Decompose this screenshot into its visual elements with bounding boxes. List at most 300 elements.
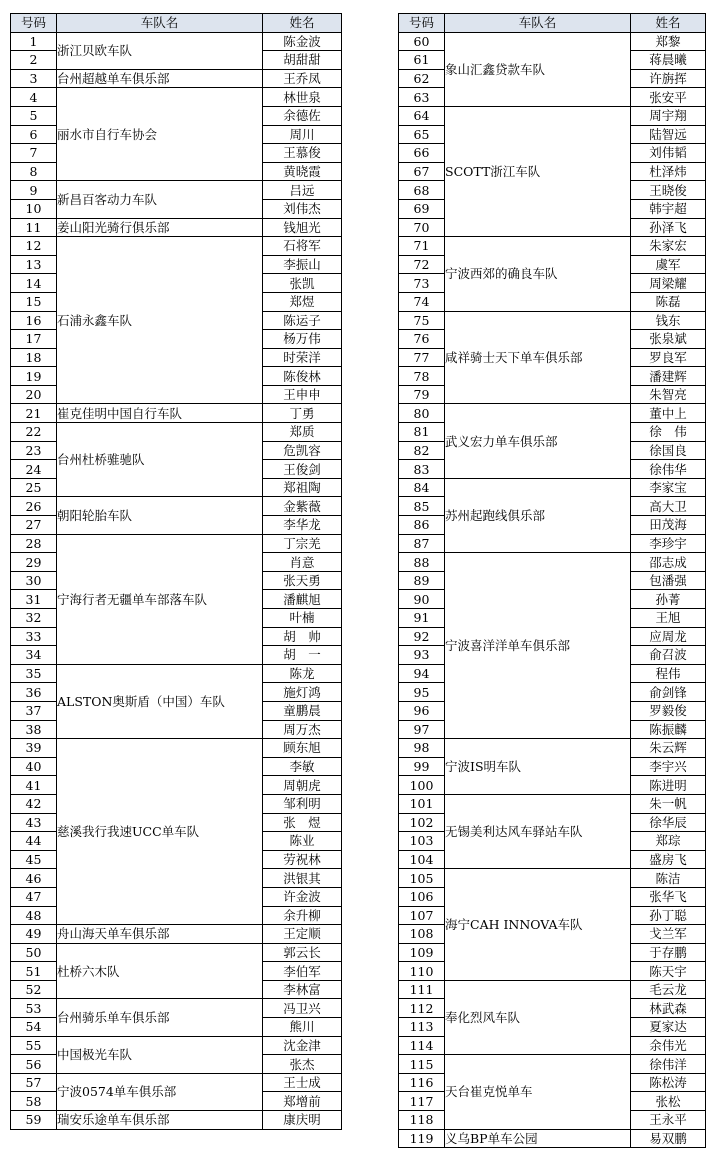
team-name: 台州超越单车俱乐部 bbox=[57, 69, 263, 88]
rider-name: 郑琮 bbox=[631, 832, 706, 851]
rider-number: 74 bbox=[399, 292, 445, 311]
rider-number: 56 bbox=[11, 1055, 57, 1074]
team-name: 中国极光车队 bbox=[57, 1036, 263, 1073]
rider-name: 董中上 bbox=[631, 404, 706, 423]
rider-number: 69 bbox=[399, 199, 445, 218]
rider-name: 许旃挥 bbox=[631, 69, 706, 88]
rider-number: 45 bbox=[11, 850, 57, 869]
rider-name: 张 煜 bbox=[263, 813, 342, 832]
rider-name: 顾东旭 bbox=[263, 739, 342, 758]
rider-name: 胡 一 bbox=[263, 646, 342, 665]
header-team: 车队名 bbox=[57, 14, 263, 33]
rider-number: 12 bbox=[11, 237, 57, 256]
rider-name: 虞军 bbox=[631, 255, 706, 274]
rider-name: 徐伟洋 bbox=[631, 1055, 706, 1074]
rider-number: 82 bbox=[399, 441, 445, 460]
rider-name: 陈洁 bbox=[631, 869, 706, 888]
rider-number: 8 bbox=[11, 162, 57, 181]
rider-row bbox=[399, 869, 706, 888]
rider-name: 金紫薇 bbox=[263, 497, 342, 516]
rider-row bbox=[11, 1036, 342, 1055]
rider-name: 王旭 bbox=[631, 609, 706, 628]
rider-name: 于存鹏 bbox=[631, 943, 706, 962]
rider-number: 3 bbox=[11, 69, 57, 88]
rider-number: 24 bbox=[11, 460, 57, 479]
rider-number: 114 bbox=[399, 1036, 445, 1055]
team-name: 瑞安乐途单车俱乐部 bbox=[57, 1111, 263, 1130]
rider-number: 26 bbox=[11, 497, 57, 516]
team-name: 苏州起跑线俱乐部 bbox=[445, 478, 631, 552]
team-name: 宁波喜洋洋单车俱乐部 bbox=[445, 553, 631, 739]
rider-row bbox=[11, 404, 342, 423]
team-name: 宁波IS明车队 bbox=[445, 739, 631, 795]
rider-number: 97 bbox=[399, 720, 445, 739]
rider-number: 5 bbox=[11, 106, 57, 125]
rider-name: 张天勇 bbox=[263, 571, 342, 590]
rider-name: 周川 bbox=[263, 125, 342, 144]
rider-name: 丁勇 bbox=[263, 404, 342, 423]
rider-name: 杜泽炜 bbox=[631, 162, 706, 181]
rider-name: 陈松涛 bbox=[631, 1073, 706, 1092]
rider-number: 95 bbox=[399, 683, 445, 702]
rider-name: 王定顺 bbox=[263, 925, 342, 944]
rider-number: 98 bbox=[399, 739, 445, 758]
team-name: 义乌BP单车公园 bbox=[445, 1129, 631, 1148]
rider-row bbox=[11, 943, 342, 962]
rider-number: 13 bbox=[11, 255, 57, 274]
rider-number: 11 bbox=[11, 218, 57, 237]
rider-number: 86 bbox=[399, 516, 445, 535]
rider-name: 许金波 bbox=[263, 887, 342, 906]
rider-row bbox=[399, 237, 706, 256]
rider-row bbox=[11, 497, 342, 516]
rider-number: 109 bbox=[399, 943, 445, 962]
rider-number: 64 bbox=[399, 106, 445, 125]
rider-name: 劳祝林 bbox=[263, 850, 342, 869]
rider-number: 100 bbox=[399, 776, 445, 795]
rider-name: 石将军 bbox=[263, 237, 342, 256]
rider-name: 陈业 bbox=[263, 832, 342, 851]
rider-row bbox=[399, 404, 706, 423]
rider-name: 李振山 bbox=[263, 255, 342, 274]
rider-row bbox=[399, 794, 706, 813]
rider-number: 51 bbox=[11, 962, 57, 981]
rider-number: 107 bbox=[399, 906, 445, 925]
rider-number: 79 bbox=[399, 385, 445, 404]
rider-name: 罗良军 bbox=[631, 348, 706, 367]
rider-row bbox=[399, 311, 706, 330]
rider-name: 康庆明 bbox=[263, 1111, 342, 1130]
rider-number: 55 bbox=[11, 1036, 57, 1055]
team-name: 宁海行者无疆单车部落车队 bbox=[57, 534, 263, 664]
rider-number: 15 bbox=[11, 292, 57, 311]
header-number: 号码 bbox=[11, 14, 57, 33]
rider-name: 李林富 bbox=[263, 980, 342, 999]
rider-number: 2 bbox=[11, 51, 57, 70]
rider-name: 蒋晨曦 bbox=[631, 51, 706, 70]
rider-row bbox=[399, 32, 706, 51]
rider-number: 62 bbox=[399, 69, 445, 88]
rider-name: 刘伟杰 bbox=[263, 199, 342, 218]
right-roster-body bbox=[399, 32, 706, 1148]
header-number: 号码 bbox=[399, 14, 445, 33]
rider-number: 65 bbox=[399, 125, 445, 144]
rider-number: 108 bbox=[399, 925, 445, 944]
rider-number: 16 bbox=[11, 311, 57, 330]
rider-number: 84 bbox=[399, 478, 445, 497]
rider-name: 易双鹏 bbox=[631, 1129, 706, 1148]
rider-number: 19 bbox=[11, 367, 57, 386]
rider-name: 陈俊林 bbox=[263, 367, 342, 386]
rider-number: 99 bbox=[399, 757, 445, 776]
rider-number: 53 bbox=[11, 999, 57, 1018]
rider-name: 李华龙 bbox=[263, 516, 342, 535]
rider-number: 78 bbox=[399, 367, 445, 386]
rider-number: 61 bbox=[399, 51, 445, 70]
rider-name: 陈金波 bbox=[263, 32, 342, 51]
rider-number: 34 bbox=[11, 646, 57, 665]
rider-name: 陈磊 bbox=[631, 292, 706, 311]
rider-number: 48 bbox=[11, 906, 57, 925]
rider-row bbox=[11, 664, 342, 683]
rider-row bbox=[11, 1111, 342, 1130]
team-name: 朝阳轮胎车队 bbox=[57, 497, 263, 534]
header-row bbox=[399, 14, 706, 33]
rider-number: 38 bbox=[11, 720, 57, 739]
rider-number: 83 bbox=[399, 460, 445, 479]
rider-number: 113 bbox=[399, 1018, 445, 1037]
rider-number: 105 bbox=[399, 869, 445, 888]
rider-number: 85 bbox=[399, 497, 445, 516]
rider-name: 朱智亮 bbox=[631, 385, 706, 404]
rider-name: 夏家达 bbox=[631, 1018, 706, 1037]
rider-name: 郭云长 bbox=[263, 943, 342, 962]
rider-name: 张松 bbox=[631, 1092, 706, 1111]
rider-name: 徐伟华 bbox=[631, 460, 706, 479]
rider-name: 张华飞 bbox=[631, 887, 706, 906]
rider-number: 89 bbox=[399, 571, 445, 590]
rider-name: 李家宝 bbox=[631, 478, 706, 497]
rider-name: 王申申 bbox=[263, 385, 342, 404]
rider-name: 田茂海 bbox=[631, 516, 706, 535]
rider-number: 106 bbox=[399, 887, 445, 906]
team-name: 崔克佳明中国自行车队 bbox=[57, 404, 263, 423]
team-name: ALSTON奥斯盾（中国）车队 bbox=[57, 664, 263, 738]
rider-name: 韩宇超 bbox=[631, 199, 706, 218]
rider-number: 22 bbox=[11, 423, 57, 442]
rider-name: 周朝虎 bbox=[263, 776, 342, 795]
rider-number: 43 bbox=[11, 813, 57, 832]
team-name: 宁波0574单车俱乐部 bbox=[57, 1073, 263, 1110]
rider-number: 52 bbox=[11, 980, 57, 999]
rider-number: 30 bbox=[11, 571, 57, 590]
rider-name: 林武森 bbox=[631, 999, 706, 1018]
rider-name: 孙菁 bbox=[631, 590, 706, 609]
rider-name: 郑黎 bbox=[631, 32, 706, 51]
rider-name: 郑煜 bbox=[263, 292, 342, 311]
rider-number: 68 bbox=[399, 181, 445, 200]
rider-name: 包潘强 bbox=[631, 571, 706, 590]
rider-row bbox=[11, 423, 342, 442]
rider-name: 钱旭光 bbox=[263, 218, 342, 237]
header-name: 姓名 bbox=[263, 14, 342, 33]
rider-number: 92 bbox=[399, 627, 445, 646]
rider-name: 施灯鸿 bbox=[263, 683, 342, 702]
rider-row bbox=[399, 106, 706, 125]
rider-number: 4 bbox=[11, 88, 57, 107]
rider-number: 87 bbox=[399, 534, 445, 553]
rider-name: 王慕俊 bbox=[263, 144, 342, 163]
team-name: 浙江贝欧车队 bbox=[57, 32, 263, 69]
rider-name: 戈兰军 bbox=[631, 925, 706, 944]
rider-name: 孙丁聪 bbox=[631, 906, 706, 925]
team-name: 姜山阳光骑行俱乐部 bbox=[57, 218, 263, 237]
rider-number: 71 bbox=[399, 237, 445, 256]
rider-name: 徐 伟 bbox=[631, 423, 706, 442]
rider-name: 孙泽飞 bbox=[631, 218, 706, 237]
rider-number: 60 bbox=[399, 32, 445, 51]
rider-row bbox=[11, 218, 342, 237]
rider-number: 115 bbox=[399, 1055, 445, 1074]
rider-name: 黄晓霞 bbox=[263, 162, 342, 181]
rider-name: 张杰 bbox=[263, 1055, 342, 1074]
rider-row bbox=[399, 1055, 706, 1074]
rider-name: 毛云龙 bbox=[631, 980, 706, 999]
rider-number: 75 bbox=[399, 311, 445, 330]
rider-name: 邹利明 bbox=[263, 794, 342, 813]
rider-name: 王俊剑 bbox=[263, 460, 342, 479]
rider-name: 吕远 bbox=[263, 181, 342, 200]
rider-number: 10 bbox=[11, 199, 57, 218]
team-name: 石浦永鑫车队 bbox=[57, 237, 263, 404]
rider-row bbox=[11, 88, 342, 107]
rider-name: 张泉斌 bbox=[631, 330, 706, 349]
rider-name: 沈金津 bbox=[263, 1036, 342, 1055]
rider-number: 93 bbox=[399, 646, 445, 665]
rider-name: 陈天宇 bbox=[631, 962, 706, 981]
team-name: 台州骑乐单车俱乐部 bbox=[57, 999, 263, 1036]
rider-number: 37 bbox=[11, 701, 57, 720]
rider-row bbox=[11, 1073, 342, 1092]
rider-number: 9 bbox=[11, 181, 57, 200]
rider-number: 39 bbox=[11, 739, 57, 758]
rider-name: 肖意 bbox=[263, 553, 342, 572]
rider-number: 117 bbox=[399, 1092, 445, 1111]
rider-name: 陈龙 bbox=[263, 664, 342, 683]
rider-number: 17 bbox=[11, 330, 57, 349]
rider-number: 104 bbox=[399, 850, 445, 869]
rider-name: 潘建辉 bbox=[631, 367, 706, 386]
rider-name: 朱家宏 bbox=[631, 237, 706, 256]
rider-name: 周梁耀 bbox=[631, 274, 706, 293]
rider-name: 王晓俊 bbox=[631, 181, 706, 200]
team-name: 丽水市自行车协会 bbox=[57, 88, 263, 181]
rider-name: 盛房飞 bbox=[631, 850, 706, 869]
rider-name: 冯卫兴 bbox=[263, 999, 342, 1018]
rider-name: 李伯军 bbox=[263, 962, 342, 981]
rider-name: 丁宗羌 bbox=[263, 534, 342, 553]
rider-name: 俞剑锋 bbox=[631, 683, 706, 702]
rider-number: 101 bbox=[399, 794, 445, 813]
team-name: 武义宏力单车俱乐部 bbox=[445, 404, 631, 478]
rider-name: 陈运子 bbox=[263, 311, 342, 330]
rider-name: 李敏 bbox=[263, 757, 342, 776]
team-name: SCOTT浙江车队 bbox=[445, 106, 631, 236]
rider-number: 44 bbox=[11, 832, 57, 851]
team-name: 奉化烈风车队 bbox=[445, 980, 631, 1054]
rider-number: 67 bbox=[399, 162, 445, 181]
rider-number: 77 bbox=[399, 348, 445, 367]
rider-row bbox=[11, 999, 342, 1018]
rider-number: 110 bbox=[399, 962, 445, 981]
rider-name: 郑祖陶 bbox=[263, 478, 342, 497]
rider-name: 朱一帆 bbox=[631, 794, 706, 813]
rider-name: 陆智远 bbox=[631, 125, 706, 144]
rider-number: 90 bbox=[399, 590, 445, 609]
rider-number: 36 bbox=[11, 683, 57, 702]
rider-row bbox=[399, 553, 706, 572]
rider-row bbox=[11, 237, 342, 256]
rider-name: 胡甜甜 bbox=[263, 51, 342, 70]
rider-number: 91 bbox=[399, 609, 445, 628]
rider-name: 邵志成 bbox=[631, 553, 706, 572]
rider-number: 111 bbox=[399, 980, 445, 999]
rider-name: 童鹏晨 bbox=[263, 701, 342, 720]
rider-name: 陈进明 bbox=[631, 776, 706, 795]
rider-number: 49 bbox=[11, 925, 57, 944]
rider-name: 周宇翔 bbox=[631, 106, 706, 125]
rider-name: 洪银其 bbox=[263, 869, 342, 888]
team-name: 新昌百客动力车队 bbox=[57, 181, 263, 218]
rider-row bbox=[399, 1129, 706, 1148]
rider-name: 叶楠 bbox=[263, 609, 342, 628]
rider-name: 余升柳 bbox=[263, 906, 342, 925]
rider-name: 周万杰 bbox=[263, 720, 342, 739]
rider-number: 21 bbox=[11, 404, 57, 423]
rider-name: 胡 帅 bbox=[263, 627, 342, 646]
header-team: 车队名 bbox=[445, 14, 631, 33]
rider-name: 朱云辉 bbox=[631, 739, 706, 758]
rider-name: 俞召波 bbox=[631, 646, 706, 665]
rider-name: 张凯 bbox=[263, 274, 342, 293]
team-name: 天台崔克悦单车 bbox=[445, 1055, 631, 1129]
rider-row bbox=[11, 69, 342, 88]
rider-number: 70 bbox=[399, 218, 445, 237]
rider-number: 25 bbox=[11, 478, 57, 497]
rider-number: 66 bbox=[399, 144, 445, 163]
rider-row bbox=[399, 980, 706, 999]
rider-number: 94 bbox=[399, 664, 445, 683]
rider-number: 59 bbox=[11, 1111, 57, 1130]
rider-name: 余德佐 bbox=[263, 106, 342, 125]
rider-name: 王永平 bbox=[631, 1111, 706, 1130]
rider-number: 102 bbox=[399, 813, 445, 832]
left-roster-table bbox=[10, 13, 342, 1130]
rider-name: 徐国良 bbox=[631, 441, 706, 460]
rider-number: 7 bbox=[11, 144, 57, 163]
team-name: 宁波西郊的确良车队 bbox=[445, 237, 631, 311]
rider-row bbox=[399, 478, 706, 497]
rider-number: 31 bbox=[11, 590, 57, 609]
rider-name: 高大卫 bbox=[631, 497, 706, 516]
rider-number: 81 bbox=[399, 423, 445, 442]
rider-name: 时荣洋 bbox=[263, 348, 342, 367]
left-roster-body bbox=[11, 32, 342, 1129]
team-name: 咸祥骑士天下单车俱乐部 bbox=[445, 311, 631, 404]
rider-name: 张安平 bbox=[631, 88, 706, 107]
rider-number: 35 bbox=[11, 664, 57, 683]
rider-name: 潘麒旭 bbox=[263, 590, 342, 609]
rider-number: 47 bbox=[11, 887, 57, 906]
rider-name: 郑质 bbox=[263, 423, 342, 442]
team-name: 舟山海天单车俱乐部 bbox=[57, 925, 263, 944]
rider-number: 42 bbox=[11, 794, 57, 813]
rider-number: 119 bbox=[399, 1129, 445, 1148]
rider-number: 73 bbox=[399, 274, 445, 293]
rider-number: 96 bbox=[399, 701, 445, 720]
rider-row bbox=[11, 534, 342, 553]
rider-name: 程伟 bbox=[631, 664, 706, 683]
right-roster-table bbox=[398, 13, 706, 1148]
rider-number: 63 bbox=[399, 88, 445, 107]
rider-number: 18 bbox=[11, 348, 57, 367]
rider-name: 王士成 bbox=[263, 1073, 342, 1092]
rider-name: 林世泉 bbox=[263, 88, 342, 107]
rider-name: 杨万伟 bbox=[263, 330, 342, 349]
rider-row bbox=[11, 181, 342, 200]
rider-number: 46 bbox=[11, 869, 57, 888]
rider-number: 116 bbox=[399, 1073, 445, 1092]
rider-number: 80 bbox=[399, 404, 445, 423]
rider-name: 危凯容 bbox=[263, 441, 342, 460]
team-name: 台州杜桥骓驰队 bbox=[57, 423, 263, 497]
rider-number: 29 bbox=[11, 553, 57, 572]
rider-number: 40 bbox=[11, 757, 57, 776]
rider-number: 58 bbox=[11, 1092, 57, 1111]
rider-number: 33 bbox=[11, 627, 57, 646]
team-name: 海宁CAH INNOVA车队 bbox=[445, 869, 631, 981]
rider-row bbox=[11, 32, 342, 51]
rider-number: 103 bbox=[399, 832, 445, 851]
rider-number: 23 bbox=[11, 441, 57, 460]
header-name: 姓名 bbox=[631, 14, 706, 33]
rider-row bbox=[399, 739, 706, 758]
header-row bbox=[11, 14, 342, 33]
team-name: 慈溪我行我速UCC单车队 bbox=[57, 739, 263, 925]
rider-number: 57 bbox=[11, 1073, 57, 1092]
rider-name: 郑增前 bbox=[263, 1092, 342, 1111]
team-name: 无锡美利达风车驿站车队 bbox=[445, 794, 631, 868]
team-name: 象山汇鑫贷款车队 bbox=[445, 32, 631, 106]
rider-number: 6 bbox=[11, 125, 57, 144]
rider-number: 50 bbox=[11, 943, 57, 962]
rider-number: 28 bbox=[11, 534, 57, 553]
rider-name: 陈振麟 bbox=[631, 720, 706, 739]
rider-name: 余伟光 bbox=[631, 1036, 706, 1055]
rider-number: 27 bbox=[11, 516, 57, 535]
rider-number: 41 bbox=[11, 776, 57, 795]
rider-name: 应周龙 bbox=[631, 627, 706, 646]
team-name: 杜桥六木队 bbox=[57, 943, 263, 999]
rider-number: 112 bbox=[399, 999, 445, 1018]
rider-name: 罗毅俊 bbox=[631, 701, 706, 720]
rider-name: 熊川 bbox=[263, 1018, 342, 1037]
rider-row bbox=[11, 739, 342, 758]
rider-name: 李宇兴 bbox=[631, 757, 706, 776]
rider-number: 72 bbox=[399, 255, 445, 274]
rider-name: 王乔凤 bbox=[263, 69, 342, 88]
rider-number: 14 bbox=[11, 274, 57, 293]
